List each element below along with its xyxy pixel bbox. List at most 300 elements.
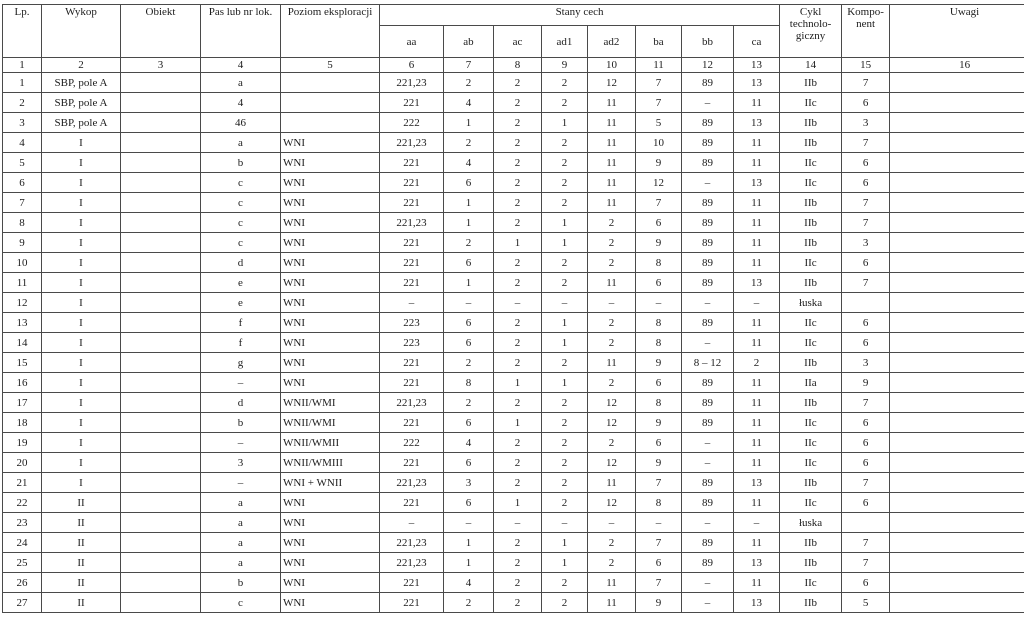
- cell-bb: 89: [682, 193, 734, 213]
- cell-lp: 8: [3, 213, 42, 233]
- cell-ab: 2: [444, 73, 494, 93]
- cell-aa: 222: [380, 433, 444, 453]
- cell-ba: 8: [636, 493, 682, 513]
- column-number: 15: [842, 58, 890, 73]
- cell-aa: 221,23: [380, 473, 444, 493]
- cell-aa: 223: [380, 333, 444, 353]
- cell-wykop: SBP, pole A: [42, 73, 121, 93]
- cell-ac: –: [494, 293, 542, 313]
- cell-ac: 2: [494, 593, 542, 613]
- cell-lp: 19: [3, 433, 42, 453]
- cell-ad2: 11: [588, 153, 636, 173]
- cell-ba: 9: [636, 593, 682, 613]
- cell-uwagi: [890, 353, 1024, 373]
- cell-ba: –: [636, 513, 682, 533]
- cell-komponent: 7: [842, 193, 890, 213]
- cell-cykl: IIb: [780, 273, 842, 293]
- cell-bb: 89: [682, 253, 734, 273]
- cell-cykl: IIc: [780, 433, 842, 453]
- cell-komponent: 7: [842, 393, 890, 413]
- cell-lp: 18: [3, 413, 42, 433]
- cell-ca: 11: [734, 193, 780, 213]
- cell-aa: –: [380, 513, 444, 533]
- cell-ba: 10: [636, 133, 682, 153]
- cell-ac: 2: [494, 433, 542, 453]
- cell-uwagi: [890, 453, 1024, 473]
- cell-ad1: 2: [542, 93, 588, 113]
- table-row: [3, 413, 1024, 433]
- cell-wykop: II: [42, 493, 121, 513]
- cell-bb: 89: [682, 393, 734, 413]
- cell-wykop: II: [42, 533, 121, 553]
- table-row: [3, 473, 1024, 493]
- cell-ca: 11: [734, 133, 780, 153]
- cell-bb: 89: [682, 273, 734, 293]
- cell-ba: 7: [636, 73, 682, 93]
- cell-pas: d: [201, 393, 281, 413]
- cell-ad1: 2: [542, 453, 588, 473]
- table-row: [3, 593, 1024, 613]
- cell-uwagi: [890, 133, 1024, 153]
- cell-aa: 221: [380, 353, 444, 373]
- cell-ca: 2: [734, 353, 780, 373]
- cell-obiekt: [121, 533, 201, 553]
- cell-ba: 9: [636, 233, 682, 253]
- cell-ad2: 2: [588, 553, 636, 573]
- cell-lp: 26: [3, 573, 42, 593]
- cell-obiekt: [121, 193, 201, 213]
- cell-uwagi: [890, 153, 1024, 173]
- cell-bb: 89: [682, 73, 734, 93]
- cell-ad1: 1: [542, 533, 588, 553]
- header-ca: ca: [734, 26, 780, 58]
- cell-ba: 6: [636, 433, 682, 453]
- cell-pas: a: [201, 533, 281, 553]
- cell-pas: –: [201, 373, 281, 393]
- header-wykop: Wykop: [42, 5, 121, 58]
- cell-komponent: 7: [842, 533, 890, 553]
- cell-ac: 2: [494, 473, 542, 493]
- cell-ca: 11: [734, 573, 780, 593]
- cell-ad1: 1: [542, 213, 588, 233]
- column-number: 1: [3, 58, 42, 73]
- cell-poziom: WNI: [281, 573, 380, 593]
- cell-ad2: 2: [588, 533, 636, 553]
- cell-ab: 2: [444, 393, 494, 413]
- cell-bb: –: [682, 573, 734, 593]
- cell-komponent: 9: [842, 373, 890, 393]
- cell-ac: 2: [494, 353, 542, 373]
- table-row: [3, 273, 1024, 293]
- cell-wykop: I: [42, 373, 121, 393]
- cell-lp: 23: [3, 513, 42, 533]
- cell-obiekt: [121, 93, 201, 113]
- cell-obiekt: [121, 273, 201, 293]
- cell-pas: –: [201, 433, 281, 453]
- cell-lp: 14: [3, 333, 42, 353]
- cell-lp: 6: [3, 173, 42, 193]
- cell-poziom: WNI: [281, 193, 380, 213]
- column-number: 2: [42, 58, 121, 73]
- cell-poziom: WNI: [281, 133, 380, 153]
- cell-ab: 2: [444, 233, 494, 253]
- cell-pas: a: [201, 493, 281, 513]
- cell-pas: c: [201, 173, 281, 193]
- cell-ca: 11: [734, 253, 780, 273]
- data-table: [2, 4, 1024, 613]
- cell-komponent: 6: [842, 313, 890, 333]
- cell-poziom: WNI: [281, 173, 380, 193]
- cell-ab: –: [444, 293, 494, 313]
- cell-ad2: 11: [588, 593, 636, 613]
- cell-obiekt: [121, 213, 201, 233]
- cell-ba: 6: [636, 553, 682, 573]
- cell-lp: 10: [3, 253, 42, 273]
- cell-aa: 221: [380, 573, 444, 593]
- cell-pas: f: [201, 333, 281, 353]
- cell-uwagi: [890, 93, 1024, 113]
- cell-cykl: IIb: [780, 233, 842, 253]
- cell-pas: c: [201, 233, 281, 253]
- cell-ca: 11: [734, 233, 780, 253]
- cell-cykl: łuska: [780, 293, 842, 313]
- cell-cykl: IIc: [780, 493, 842, 513]
- cell-wykop: I: [42, 453, 121, 473]
- cell-obiekt: [121, 133, 201, 153]
- cell-ad1: 2: [542, 173, 588, 193]
- cell-ad1: 1: [542, 113, 588, 133]
- cell-komponent: 6: [842, 573, 890, 593]
- cell-ab: 1: [444, 553, 494, 573]
- cell-cykl: IIc: [780, 93, 842, 113]
- cell-ad2: 11: [588, 473, 636, 493]
- cell-lp: 5: [3, 153, 42, 173]
- cell-ad1: 1: [542, 553, 588, 573]
- cell-pas: a: [201, 73, 281, 93]
- cell-bb: 8 – 12: [682, 353, 734, 373]
- cell-pas: 46: [201, 113, 281, 133]
- cell-uwagi: [890, 493, 1024, 513]
- cell-poziom: WNI: [281, 213, 380, 233]
- cell-ad1: 1: [542, 333, 588, 353]
- cell-ad2: 2: [588, 433, 636, 453]
- cell-ac: 2: [494, 173, 542, 193]
- cell-bb: –: [682, 333, 734, 353]
- table-row: [3, 313, 1024, 333]
- cell-lp: 27: [3, 593, 42, 613]
- header-ab: ab: [444, 26, 494, 58]
- cell-wykop: II: [42, 593, 121, 613]
- cell-lp: 13: [3, 313, 42, 333]
- cell-obiekt: [121, 413, 201, 433]
- cell-lp: 24: [3, 533, 42, 553]
- cell-komponent: 6: [842, 93, 890, 113]
- cell-uwagi: [890, 413, 1024, 433]
- cell-ad1: 2: [542, 273, 588, 293]
- cell-ca: 11: [734, 153, 780, 173]
- cell-lp: 2: [3, 93, 42, 113]
- cell-ad2: 11: [588, 573, 636, 593]
- cell-obiekt: [121, 593, 201, 613]
- cell-bb: 89: [682, 373, 734, 393]
- cell-poziom: WNI: [281, 373, 380, 393]
- cell-wykop: I: [42, 213, 121, 233]
- cell-ac: 2: [494, 533, 542, 553]
- table-row: [3, 193, 1024, 213]
- cell-ad2: 2: [588, 253, 636, 273]
- cell-ba: 6: [636, 213, 682, 233]
- cell-ac: 2: [494, 153, 542, 173]
- table-row: [3, 73, 1024, 93]
- cell-wykop: SBP, pole A: [42, 113, 121, 133]
- cell-poziom: WNI: [281, 593, 380, 613]
- cell-ba: 7: [636, 473, 682, 493]
- cell-ab: 6: [444, 453, 494, 473]
- cell-bb: –: [682, 513, 734, 533]
- cell-poziom: WNII/WMII: [281, 433, 380, 453]
- cell-aa: 221,23: [380, 393, 444, 413]
- column-number: 12: [682, 58, 734, 73]
- cell-pas: b: [201, 413, 281, 433]
- cell-wykop: I: [42, 133, 121, 153]
- cell-uwagi: [890, 313, 1024, 333]
- cell-ad2: 2: [588, 313, 636, 333]
- cell-ca: 11: [734, 373, 780, 393]
- cell-poziom: [281, 93, 380, 113]
- cell-ad1: 2: [542, 153, 588, 173]
- cell-poziom: [281, 113, 380, 133]
- cell-wykop: I: [42, 433, 121, 453]
- cell-ad1: 1: [542, 313, 588, 333]
- cell-bb: –: [682, 433, 734, 453]
- cell-ad1: 2: [542, 433, 588, 453]
- cell-cykl: IIb: [780, 553, 842, 573]
- cell-bb: –: [682, 593, 734, 613]
- cell-lp: 3: [3, 113, 42, 133]
- cell-poziom: WNI: [281, 273, 380, 293]
- cell-komponent: 6: [842, 333, 890, 353]
- cell-uwagi: [890, 373, 1024, 393]
- cell-aa: 221,23: [380, 533, 444, 553]
- cell-ab: 2: [444, 353, 494, 373]
- cell-poziom: WNI: [281, 493, 380, 513]
- cell-wykop: I: [42, 293, 121, 313]
- table-row: [3, 573, 1024, 593]
- cell-pas: b: [201, 573, 281, 593]
- cell-uwagi: [890, 193, 1024, 213]
- cell-lp: 7: [3, 193, 42, 213]
- cell-ca: 11: [734, 453, 780, 473]
- cell-ad2: 12: [588, 73, 636, 93]
- cell-cykl: IIa: [780, 373, 842, 393]
- cell-komponent: 6: [842, 493, 890, 513]
- cell-obiekt: [121, 113, 201, 133]
- cell-wykop: II: [42, 513, 121, 533]
- cell-ca: 11: [734, 333, 780, 353]
- column-number: 6: [380, 58, 444, 73]
- cell-uwagi: [890, 573, 1024, 593]
- cell-lp: 20: [3, 453, 42, 473]
- cell-poziom: WNI: [281, 553, 380, 573]
- cell-ad2: 2: [588, 213, 636, 233]
- table-row: [3, 513, 1024, 533]
- table-row: [3, 493, 1024, 513]
- cell-poziom: WNI: [281, 153, 380, 173]
- cell-aa: 221: [380, 493, 444, 513]
- cell-bb: 89: [682, 213, 734, 233]
- cell-lp: 12: [3, 293, 42, 313]
- cell-ad2: 12: [588, 493, 636, 513]
- cell-aa: 221,23: [380, 73, 444, 93]
- cell-komponent: 3: [842, 353, 890, 373]
- cell-ac: 1: [494, 413, 542, 433]
- cell-poziom: WNI + WNII: [281, 473, 380, 493]
- cell-ac: 2: [494, 93, 542, 113]
- cell-wykop: I: [42, 313, 121, 333]
- table-row: [3, 113, 1024, 133]
- cell-ca: 11: [734, 433, 780, 453]
- cell-bb: 89: [682, 493, 734, 513]
- cell-uwagi: [890, 533, 1024, 553]
- cell-lp: 15: [3, 353, 42, 373]
- cell-aa: 221: [380, 413, 444, 433]
- cell-obiekt: [121, 253, 201, 273]
- cell-ad1: 2: [542, 393, 588, 413]
- column-number: 16: [890, 58, 1024, 73]
- cell-komponent: 7: [842, 133, 890, 153]
- cell-wykop: I: [42, 353, 121, 373]
- cell-wykop: II: [42, 553, 121, 573]
- cell-aa: 221,23: [380, 213, 444, 233]
- cell-ab: 1: [444, 533, 494, 553]
- cell-obiekt: [121, 573, 201, 593]
- cell-ba: 9: [636, 353, 682, 373]
- cell-aa: 221,23: [380, 133, 444, 153]
- cell-ad1: 1: [542, 233, 588, 253]
- cell-uwagi: [890, 293, 1024, 313]
- cell-poziom: WNI: [281, 533, 380, 553]
- column-number: 3: [121, 58, 201, 73]
- cell-pas: b: [201, 153, 281, 173]
- cell-komponent: 3: [842, 233, 890, 253]
- cell-aa: 221: [380, 593, 444, 613]
- cell-uwagi: [890, 513, 1024, 533]
- cell-pas: c: [201, 193, 281, 213]
- cell-poziom: WNII/WMIII: [281, 453, 380, 473]
- cell-uwagi: [890, 393, 1024, 413]
- cell-ca: 11: [734, 313, 780, 333]
- cell-ad2: –: [588, 513, 636, 533]
- cell-obiekt: [121, 293, 201, 313]
- cell-obiekt: [121, 353, 201, 373]
- cell-aa: 221: [380, 253, 444, 273]
- cell-wykop: I: [42, 193, 121, 213]
- cell-obiekt: [121, 433, 201, 453]
- cell-ca: 11: [734, 213, 780, 233]
- cell-cykl: IIb: [780, 133, 842, 153]
- cell-cykl: IIc: [780, 333, 842, 353]
- cell-ca: 13: [734, 273, 780, 293]
- cell-ab: 6: [444, 173, 494, 193]
- cell-ca: 11: [734, 533, 780, 553]
- cell-komponent: 6: [842, 153, 890, 173]
- table-row: [3, 213, 1024, 233]
- cell-pas: d: [201, 253, 281, 273]
- cell-aa: 221: [380, 373, 444, 393]
- header-uwagi: Uwagi: [890, 5, 1024, 58]
- cell-obiekt: [121, 493, 201, 513]
- cell-ca: –: [734, 293, 780, 313]
- header-pas: Pas lub nr lok.: [201, 5, 281, 58]
- cell-obiekt: [121, 393, 201, 413]
- cell-cykl: IIb: [780, 593, 842, 613]
- cell-ac: 2: [494, 333, 542, 353]
- header-row: [3, 5, 1024, 26]
- cell-ab: 1: [444, 193, 494, 213]
- column-number: 8: [494, 58, 542, 73]
- cell-cykl: IIc: [780, 453, 842, 473]
- table-row: [3, 93, 1024, 113]
- header-bb: bb: [682, 26, 734, 58]
- cell-obiekt: [121, 373, 201, 393]
- cell-uwagi: [890, 173, 1024, 193]
- cell-ad1: –: [542, 513, 588, 533]
- cell-ab: 3: [444, 473, 494, 493]
- cell-aa: –: [380, 293, 444, 313]
- cell-ad2: 12: [588, 393, 636, 413]
- cell-ab: 1: [444, 113, 494, 133]
- header-cykl: Cykl technolo-giczny: [780, 5, 842, 58]
- cell-obiekt: [121, 73, 201, 93]
- cell-uwagi: [890, 113, 1024, 133]
- cell-ba: 8: [636, 313, 682, 333]
- cell-pas: –: [201, 473, 281, 493]
- cell-uwagi: [890, 73, 1024, 93]
- cell-ca: 13: [734, 553, 780, 573]
- cell-uwagi: [890, 473, 1024, 493]
- cell-obiekt: [121, 173, 201, 193]
- cell-pas: c: [201, 213, 281, 233]
- cell-komponent: [842, 513, 890, 533]
- cell-ba: 8: [636, 253, 682, 273]
- cell-wykop: I: [42, 173, 121, 193]
- table-row: [3, 553, 1024, 573]
- cell-ba: 7: [636, 93, 682, 113]
- cell-uwagi: [890, 333, 1024, 353]
- table-row: [3, 333, 1024, 353]
- table-row: [3, 173, 1024, 193]
- header-lp: Lp.: [3, 5, 42, 58]
- cell-ad2: –: [588, 293, 636, 313]
- cell-pas: a: [201, 553, 281, 573]
- cell-lp: 9: [3, 233, 42, 253]
- column-number: 5: [281, 58, 380, 73]
- cell-lp: 1: [3, 73, 42, 93]
- cell-ab: 6: [444, 413, 494, 433]
- cell-ab: 4: [444, 153, 494, 173]
- cell-ba: 7: [636, 193, 682, 213]
- cell-cykl: IIc: [780, 573, 842, 593]
- header-ad2: ad2: [588, 26, 636, 58]
- cell-ad1: –: [542, 293, 588, 313]
- column-number: 4: [201, 58, 281, 73]
- cell-ad2: 12: [588, 413, 636, 433]
- cell-pas: 4: [201, 93, 281, 113]
- cell-ca: 11: [734, 393, 780, 413]
- cell-ac: 2: [494, 133, 542, 153]
- header-komponent: Kompo-nent: [842, 5, 890, 58]
- cell-aa: 223: [380, 313, 444, 333]
